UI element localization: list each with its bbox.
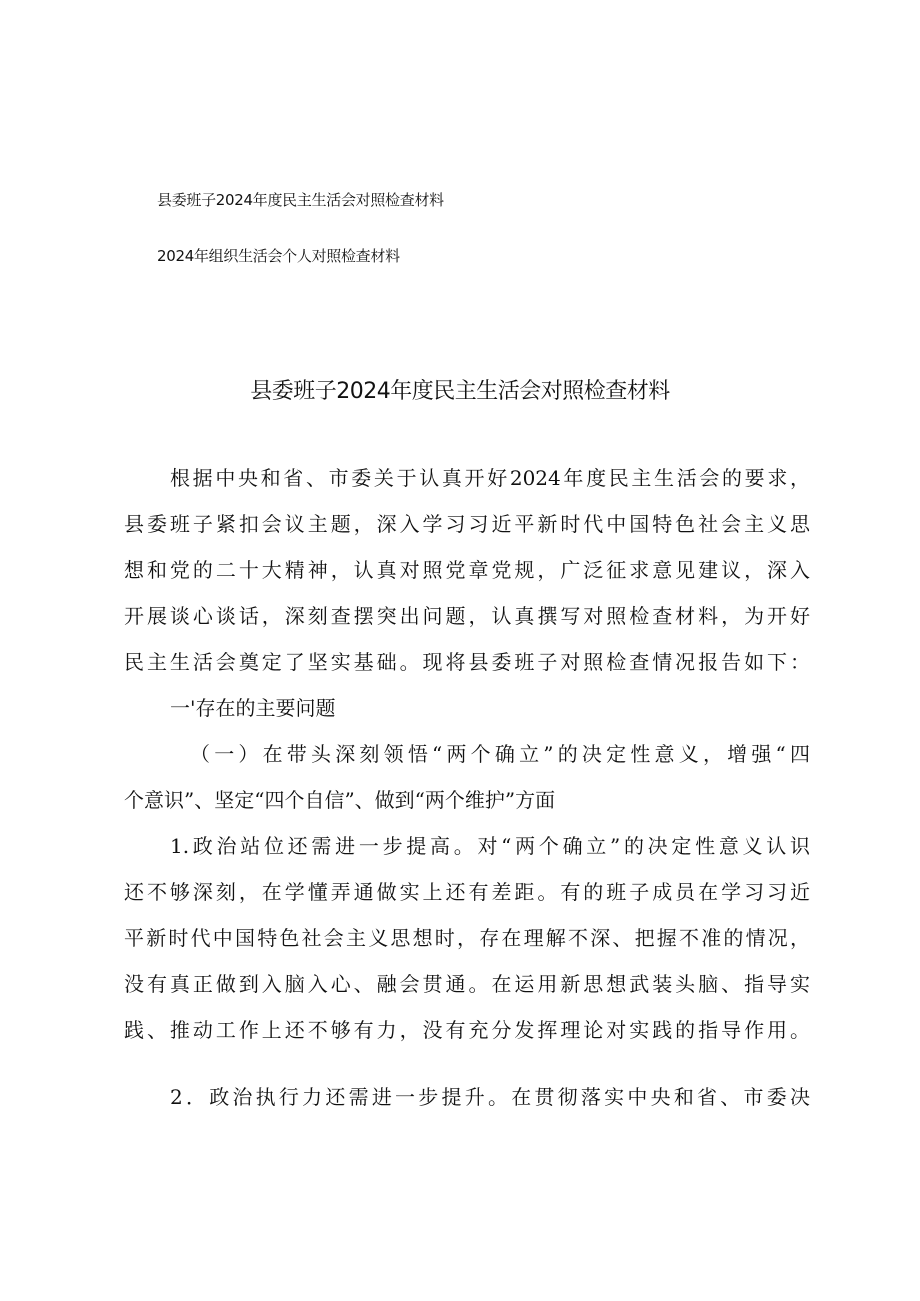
- intro-line-2: 县委班子紧扣会议主题，深入学习习近平新时代中国特色社会主义思: [124, 512, 810, 536]
- item1-line-1: 1.政治站位还需进一步提高。对“两个确立”的决定性意义认识: [170, 834, 810, 858]
- item2-line-1: 2．政治执行力还需进一步提升。在贯彻落实中央和省、市委决: [170, 1085, 810, 1109]
- section-heading: 一'存在的主要问题: [170, 696, 336, 720]
- intro-line-1: 根据中央和省、市委关于认真开好2024年度民主生活会的要求，: [170, 466, 810, 490]
- subsection-heading-line-1: （一）在带头深刻领悟“两个确立”的决定性意义，增强“四: [190, 742, 810, 766]
- intro-line-4: 开展谈心谈话，深刻查摆突出问题，认真撰写对照检查材料，为开好: [124, 604, 810, 628]
- intro-line-3: 想和党的二十大精神，认真对照党章党规，广泛征求意见建议，深入: [124, 558, 810, 582]
- subsection-heading-line-2: 个意识”、坚定“四个自信”、做到“两个维护”方面: [124, 788, 556, 812]
- intro-line-5: 民主生活会奠定了坚实基础。现将县委班子对照检查情况报告如下：: [124, 650, 810, 674]
- item1-line-2: 还不够深刻，在学懂弄通做实上还有差距。有的班子成员在学习习近: [124, 880, 810, 904]
- item1-line-4: 没有真正做到入脑入心、融会贯通。在运用新思想武装头脑、指导实: [124, 972, 810, 996]
- document-title: 县委班子2024年度民主生活会对照检查材料: [250, 379, 670, 404]
- item1-line-3: 平新时代中国特色社会主义思想时，存在理解不深、把握不准的情况，: [124, 926, 810, 950]
- toc-item-2: 2024年组织生活会个人对照检查材料: [157, 247, 400, 265]
- toc-item-1: 县委班子2024年度民主生活会对照检查材料: [157, 191, 444, 209]
- item1-line-5: 践、推动工作上还不够有力，没有充分发挥理论对实践的指导作用。: [124, 1018, 810, 1042]
